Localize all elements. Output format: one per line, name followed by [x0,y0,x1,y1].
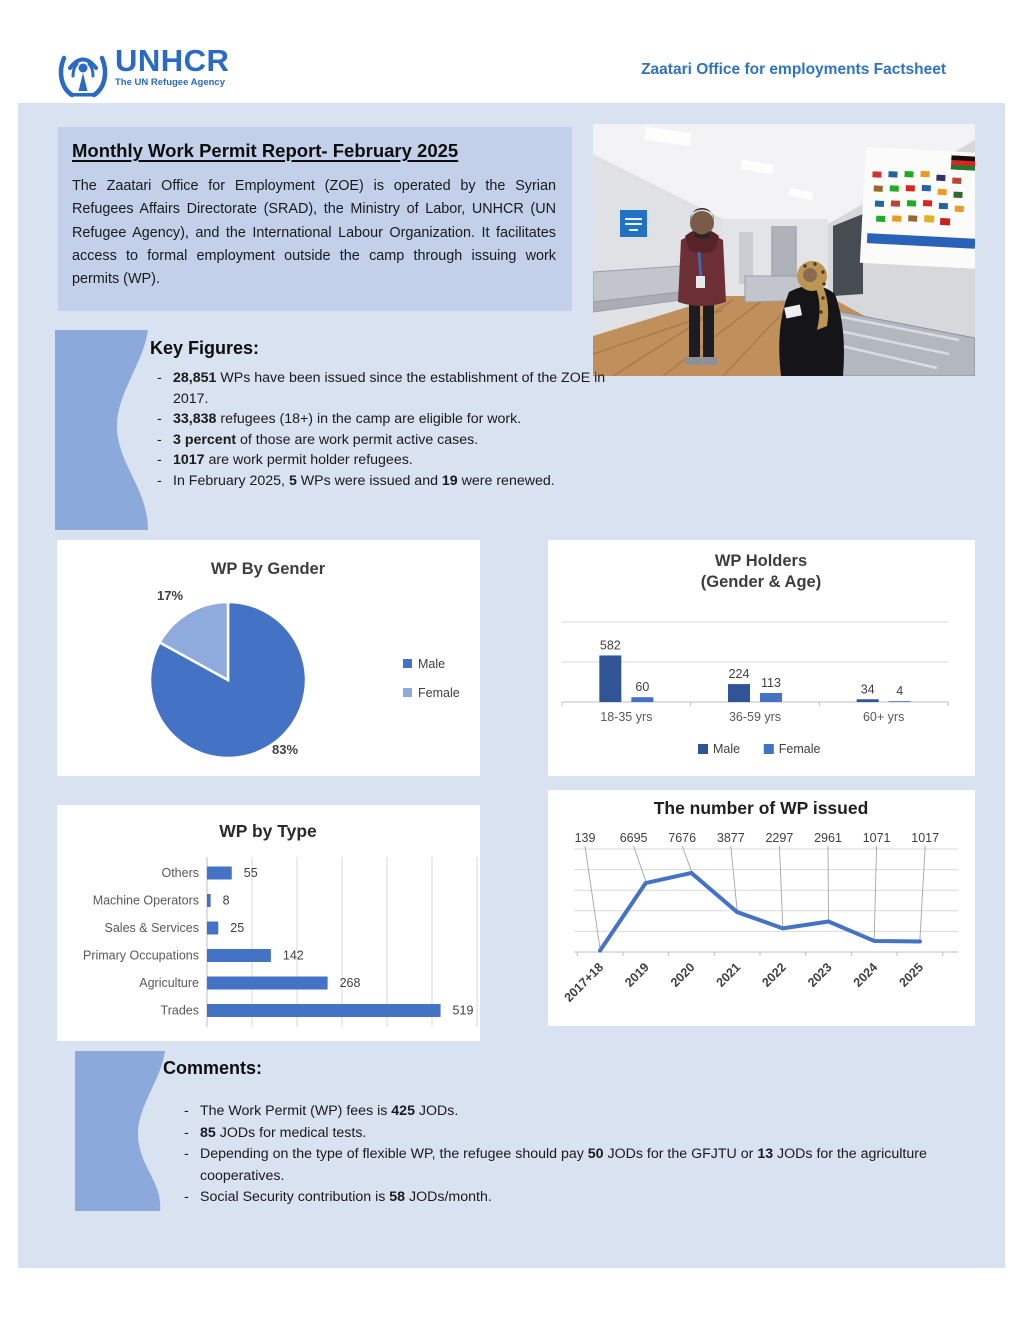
svg-text:113: 113 [761,675,781,690]
list-item-text: 28,851 WPs have been issued since the establishment of the ZOE in 2017. [173,370,606,407]
svg-text:83%: 83% [271,742,299,757]
unhcr-logo-text [115,43,230,89]
bullet-dash: - [184,1103,189,1119]
list-item [157,471,641,492]
factsheet-title: Zaatari Office for employments Factsheet [641,61,946,78]
svg-text:Female: Female [418,686,460,700]
svg-text:Male: Male [418,657,446,671]
list-item-text: The Work Permit (WP) fees is 425 JODs. [200,1103,459,1119]
bullet-dash: - [157,452,162,469]
svg-text:34: 34 [860,682,875,697]
svg-text:2025: 2025 [896,960,927,990]
svg-text:519: 519 [452,1003,474,1018]
bar-chart-svg [548,540,975,776]
svg-text:3877: 3877 [716,831,745,845]
svg-text:60: 60 [635,680,650,695]
data-labels [575,831,940,845]
svg-text:2297: 2297 [765,831,794,845]
list-item-text: 3 percent of those are work permit active cases. [173,431,479,448]
unhcr-emblem-icon [57,46,109,100]
svg-text:1017: 1017 [911,831,940,845]
bullet-dash: - [157,472,162,489]
svg-text:139: 139 [574,831,596,845]
svg-text:582: 582 [599,638,621,653]
list-item-text: 1017 are work permit holder refugees. [173,452,413,469]
svg-text:Primary Occupations: Primary Occupations [82,948,199,963]
bar-series [599,638,910,702]
report-title: Monthly Work Permit Report- February 2025 [72,140,459,161]
chart-wp-by-gender [57,540,480,776]
hbar-rows [83,866,473,1018]
svg-text:2019: 2019 [622,960,652,990]
svg-text:18-35 yrs: 18-35 yrs [600,710,653,724]
svg-text:55: 55 [243,866,258,880]
chart-wp-by-type [57,805,480,1041]
pie-slices [150,602,306,758]
x-axis-labels [562,960,926,1005]
svg-text:2020: 2020 [667,960,698,990]
list-item-text: Social Security contribution is 58 JODs/month. [200,1189,492,1206]
svg-text:4: 4 [896,684,904,699]
bullet-dash: - [184,1146,189,1163]
hbar-chart-svg [57,805,480,1041]
list-item-text: 85 JODs for medical tests. [200,1124,367,1141]
report-title-box [58,127,572,311]
line-chart-svg [548,790,975,1026]
svg-text:7676: 7676 [668,831,697,845]
svg-text:WP by Type: WP by Type [219,821,317,841]
unhcr-logo-tagline: The UN Refugee Agency [115,77,225,89]
bullet-dash: - [157,411,162,428]
svg-text:60+ yrs: 60+ yrs [862,710,905,724]
svg-text:Machine Operators: Machine Operators [92,893,199,908]
svg-text:2023: 2023 [805,960,835,990]
svg-text:142: 142 [282,948,304,963]
unhcr-logo [57,43,230,100]
list-item [157,409,641,430]
svg-text:WP Holders: WP Holders [714,552,808,570]
svg-text:Female: Female [778,742,821,756]
line-series [600,873,920,951]
svg-text:1071: 1071 [862,831,891,845]
list-item-text: 33,838 refugees (18+) in the camp are eligible for work. [173,411,522,428]
svg-text:(Gender & Age): (Gender & Age) [700,573,822,591]
svg-text:2024: 2024 [850,960,881,990]
pie-legend [403,657,460,700]
svg-text:25: 25 [230,921,245,935]
chart-wp-issued [548,790,975,1026]
svg-text:17%: 17% [156,588,184,603]
pie-chart-svg [57,540,480,776]
list-item-text: In February 2025, 5 WPs were issued and 19 were renewed. [173,472,555,489]
bullet-dash: - [157,431,162,448]
svg-text:Sales & Services: Sales & Services [104,921,199,935]
bar-legend [698,742,821,756]
list-item [157,368,641,409]
svg-text:36-59 yrs: 36-59 yrs [728,710,782,724]
comments-list [184,1101,954,1209]
svg-text:6695: 6695 [619,831,648,845]
unhcr-logo-name: UNHCR [115,43,230,78]
office-photo [593,124,975,376]
svg-text:2961: 2961 [814,831,842,845]
list-item [157,450,641,471]
svg-text:Male: Male [713,742,741,756]
svg-text:224: 224 [728,667,750,682]
decorative-blob-icon [55,330,148,530]
list-item [184,1144,954,1187]
decorative-blob-icon [75,1051,165,1211]
svg-text:WP By Gender: WP By Gender [210,560,326,578]
report-intro: The Zaatari Office for Employment (ZOE) is operated by the Syrian Refugees Affairs Directorate (SRAD), the Ministry of Labor, UNHCR (UN Refugee Agency), and the International Labour Organization. It facilitates access to formal employment outside the camp through issuing work permits (WP). [72,178,556,288]
list-item [184,1187,954,1209]
bullet-dash: - [184,1124,189,1141]
svg-text:2017+18: 2017+18 [561,960,607,1005]
svg-text:Others: Others [161,866,199,880]
list-item [157,430,641,451]
key-figures-heading: Key Figures: [150,338,260,358]
list-item [184,1123,954,1145]
bullet-dash: - [184,1189,189,1206]
svg-text:2021: 2021 [713,960,744,990]
comments-heading: Comments: [163,1058,263,1078]
svg-text:268: 268 [339,976,361,990]
list-item [184,1101,954,1123]
svg-text:Trades: Trades [160,1003,199,1018]
svg-text:Agriculture: Agriculture [139,976,199,990]
bullet-dash: - [157,370,162,386]
key-figures-list [157,368,641,492]
svg-text:The number of WP issued: The number of WP issued [653,798,869,818]
list-item-text: Depending on the type of flexible WP, the refugee should pay 50 JODs for the GFJTU or 13 JODs for the agriculture cooperatives. [200,1146,927,1184]
svg-text:2022: 2022 [759,960,789,990]
svg-text:8: 8 [222,893,230,908]
chart-wp-holders [548,540,975,776]
